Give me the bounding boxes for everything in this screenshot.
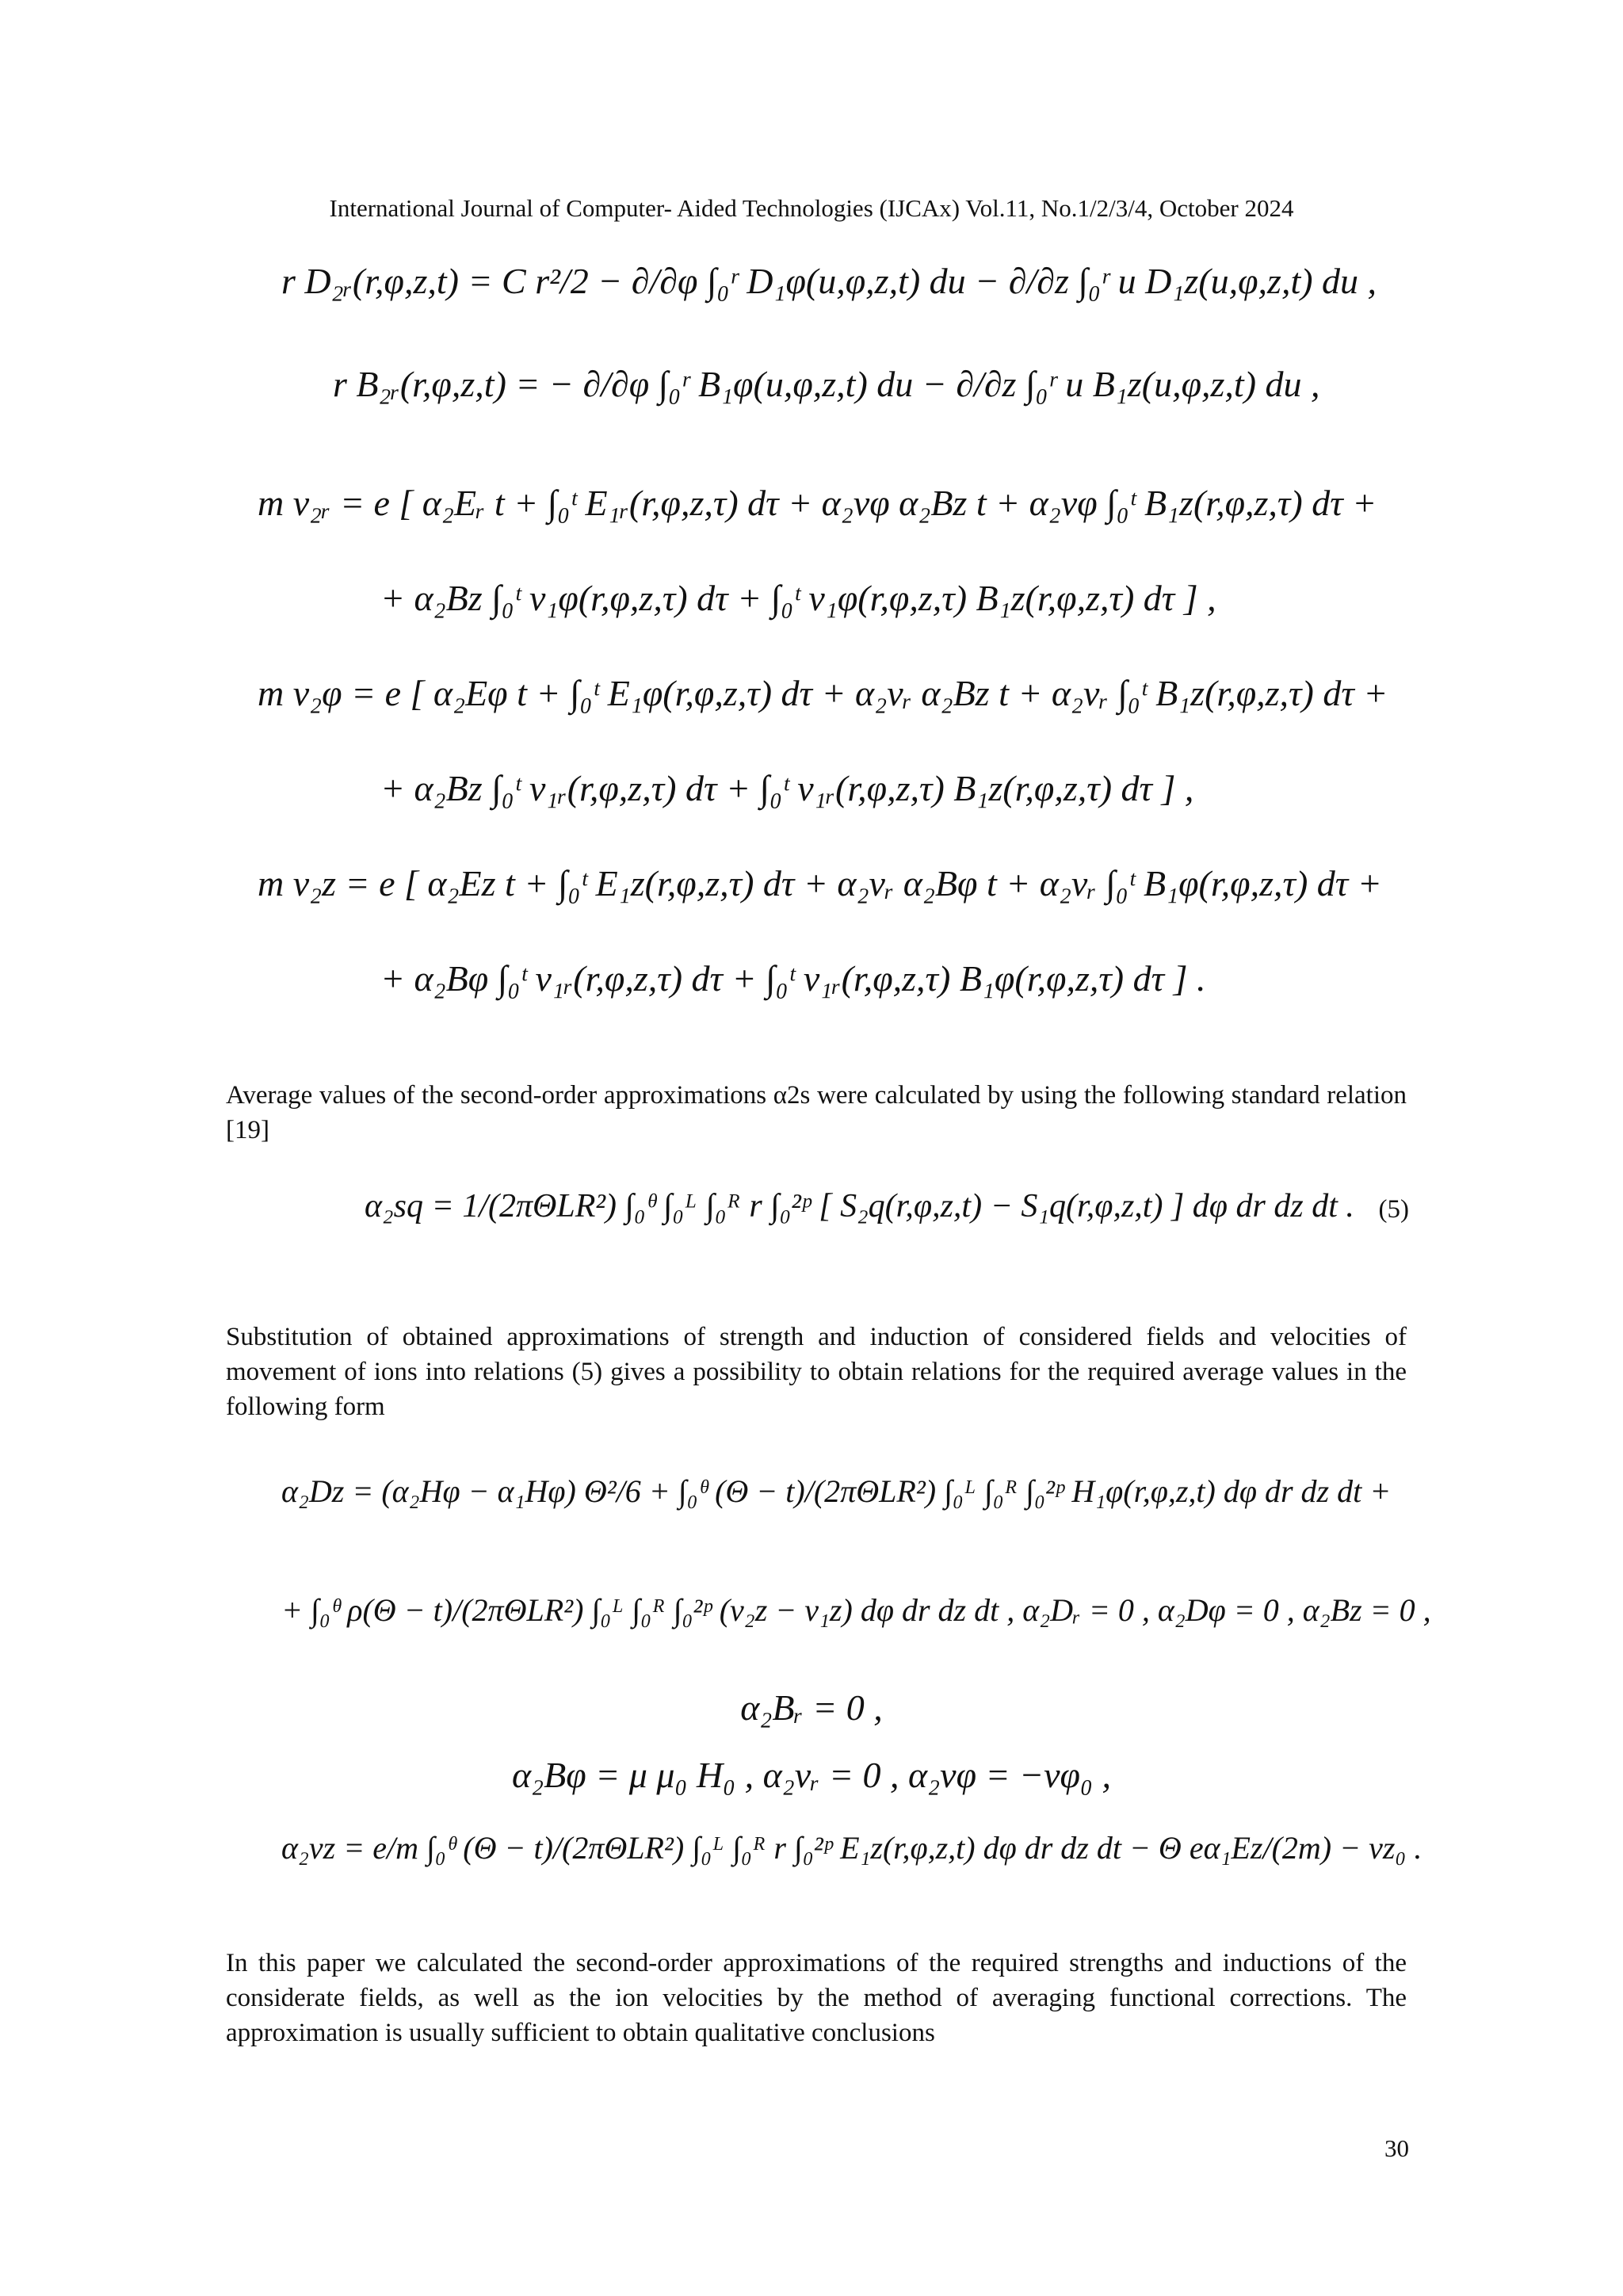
equation-mv2z	[0, 848, 1623, 935]
equation-text: m v₂ᵣ = e [ α₂Eᵣ t + ∫₀ᵗ E₁ᵣ(r,φ,z,τ) dτ + α₂vφ α₂Bz t + α₂vφ ∫₀ᵗ B₁z(r,φ,z,τ) dτ +	[258, 483, 1377, 523]
paragraph-conclusion: In this paper we calculated the second-order approximations of the required strengths and inductions of the considerate fields, as well as the ion velocities by the method of averaging functional corrections. The approximation is usually sufficient to obtain qualitative conclusions	[226, 1949, 1407, 2047]
page-number: 30	[1384, 2134, 1409, 2162]
equation-text: α₂Dz = (α₂Hφ − α₁Hφ) Θ²/6 + ∫₀ᶿ (Θ − t)/(2πΘLR²) ∫₀ᴸ ∫₀ᴿ ∫₀²ᵖ H₁φ(r,φ,z,t) dφ dr dz dt +	[281, 1473, 1392, 1509]
equation-mv2r	[0, 468, 1623, 555]
equation-alpha2Dz-cont	[0, 1577, 1623, 1664]
equation-alpha2Dz	[0, 1458, 1623, 1545]
equation-text: α₂vz = e/m ∫₀ᶿ (Θ − t)/(2πΘLR²) ∫₀ᴸ ∫₀ᴿ r ∫₀²ᵖ E₁z(r,φ,z,t) dφ dr dz dt − Θ eα₁Ez/(2m) − vz₀ .	[281, 1830, 1423, 1866]
equation-5	[0, 1173, 1623, 1260]
equation-text: r B₂ᵣ(r,φ,z,t) = − ∂/∂φ ∫₀ʳ B₁φ(u,φ,z,t) du − ∂/∂z ∫₀ʳ u B₁z(u,φ,z,t) du ,	[333, 364, 1320, 404]
equation-text: + α₂Bφ ∫₀ᵗ v₁ᵣ(r,φ,z,τ) dτ + ∫₀ᵗ v₁ᵣ(r,φ,z,τ) B₁φ(r,φ,z,τ) dτ ] .	[380, 958, 1206, 999]
equation-rD2r	[0, 246, 1623, 333]
equation-mv2z-cont	[0, 943, 1623, 1030]
paragraph-substitution: Substitution of obtained approximations of strength and induction of considered fields and velocities of movement of ions into relations (5) gives a possibility to obtain relations for the required average values in the following form	[226, 1323, 1407, 1421]
equation-alpha2Bphi	[0, 1740, 1623, 1827]
equation-text: m v₂φ = e [ α₂Eφ t + ∫₀ᵗ E₁φ(r,φ,z,τ) dτ + α₂vᵣ α₂Bz t + α₂vᵣ ∫₀ᵗ B₁z(r,φ,z,τ) dτ +	[258, 673, 1388, 713]
equation-mv2phi-cont	[0, 753, 1623, 840]
equation-alpha2vz	[0, 1815, 1623, 1902]
equation-text: α₂sq = 1/(2πΘLR²) ∫₀ᶿ ∫₀ᴸ ∫₀ᴿ r ∫₀²ᵖ [ S₂q(r,φ,z,t) − S₁q(r,φ,z,t) ] dφ dr dz dt .	[365, 1188, 1354, 1224]
equation-mv2phi	[0, 658, 1623, 745]
journal-header: International Journal of Computer- Aided Technologies (IJCAx) Vol.11, No.1/2/3/4, October 2024	[329, 194, 1294, 222]
equation-text: m v₂z = e [ α₂Ez t + ∫₀ᵗ E₁z(r,φ,z,τ) dτ + α₂vᵣ α₂Bφ t + α₂vᵣ ∫₀ᵗ B₁φ(r,φ,z,τ) dτ +	[258, 863, 1382, 904]
equation-text: α₂Bᵣ = 0 ,	[740, 1687, 883, 1728]
equation-rB2r	[0, 349, 1623, 436]
equation-mv2r-cont	[0, 563, 1623, 650]
equation-text: + ∫₀ᶿ ρ(Θ − t)/(2πΘLR²) ∫₀ᴸ ∫₀ᴿ ∫₀²ᵖ (v₂z − v₁z) dφ dr dz dt , α₂Dᵣ = 0 , α₂Dφ = 0 , α₂Bz = 0 ,	[281, 1592, 1431, 1628]
equation-text: + α₂Bz ∫₀ᵗ v₁φ(r,φ,z,τ) dτ + ∫₀ᵗ v₁φ(r,φ,z,τ) B₁z(r,φ,z,τ) dτ ] ,	[380, 578, 1216, 618]
equation-text: α₂Bφ = μ μ₀ H₀ , α₂vᵣ = 0 , α₂vφ = −vφ₀ ,	[512, 1755, 1111, 1795]
equation-text: r D₂ᵣ(r,φ,z,t) = C r²/2 − ∂/∂φ ∫₀ʳ D₁φ(u,φ,z,t) du − ∂/∂z ∫₀ʳ u D₁z(u,φ,z,t) du ,	[281, 261, 1377, 301]
paragraph-average-values: Average values of the second-order approximations α2s were calculated by using the following standard relation [19]	[226, 1081, 1407, 1144]
equation-number: (5)	[1378, 1195, 1409, 1224]
equation-text: + α₂Bz ∫₀ᵗ v₁ᵣ(r,φ,z,τ) dτ + ∫₀ᵗ v₁ᵣ(r,φ,z,τ) B₁z(r,φ,z,τ) dτ ] ,	[380, 768, 1194, 808]
